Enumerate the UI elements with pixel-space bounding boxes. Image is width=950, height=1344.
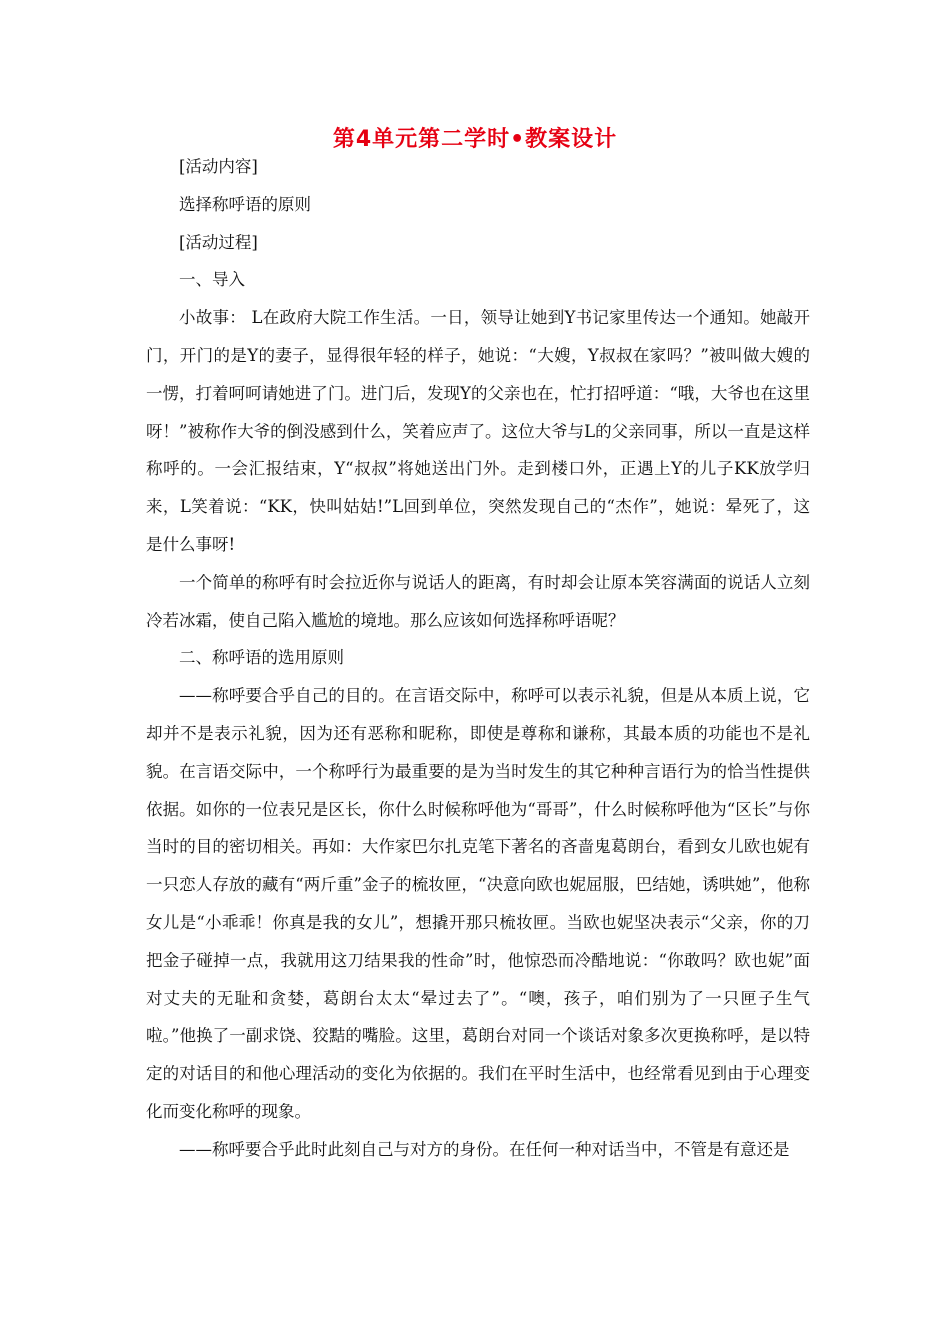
heading-introduction: 一、导入 [179,270,245,290]
story-paragraph: 小故事： L在政府大院工作生活。一日，领导让她到Y书记家里传达一个通知。她敲开门，开门的是Y的妻子，显得很年轻的样子，她说：“大嫂，Y叔叔在家吗？”被叫做大嫂的一愣，打着呵呵请她进了门。进门后，发现Y的父亲也在，忙打招呼道：“哦，大爷也在这里呀！”被称作大爷的倒没感到什么，笑着应声了。这位大爷与L的父亲同事，所以一直是这样称呼的。一会汇报结束，Y“叔叔”将她送出门外。走到楼口外，正遇上Y的儿子KK放学归来，L笑着说：“KK，快叫姑姑!”L回到单位，突然发现自己的“杰作”，她说：晕死了，这是什么事呀! [146,308,810,554]
principle-identity-paragraph: ——称呼要合乎此时此刻自己与对方的身份。在任何一种对话当中，不管是有意还是 [179,1139,790,1159]
question-paragraph: 一个简单的称呼有时会拉近你与说话人的距离，有时却会让原本笑容满面的说话人立刻冷若冰霜，使自己陷入尴尬的境地。那么应该如何选择称呼语呢？ [146,572,810,630]
principle-purpose-paragraph: ——称呼要合乎自己的目的。在言语交际中，称呼可以表示礼貌，但是从本质上说，它却并不是表示礼貌，因为还有恶称和昵称，即使是尊称和谦称，其最本质的功能也不是礼貌。在言语交际中，一个称呼行为最重要的是为当时发生的其它种种言语行为的恰当性提供依据。如你的一位表兄是区长，你什么时候称呼他为“哥哥”，什么时候称呼他为“区长”与你当时的目的密切相关。再如：大作家巴尔扎克笔下著名的吝啬鬼葛朗台，看到女儿欧也妮有一只恋人存放的藏有“两斤重”金子的梳妆匣，“决意向欧也妮屈服，巴结她，诱哄她”，他称女儿是“小乖乖！你真是我的女儿”，想撬开那只梳妆匣。当欧也妮坚决表示“父亲，你的刀把金子碰掉一点，我就用这刀结果我的性命”时，他惊恐而冷酷地说：“你敢吗？欧也妮”面对丈夫的无耻和贪婪，葛朗台太太“晕过去了”。“噢，孩子，咱们别为了一只匣子生气啦。”他换了一副求饶、狡黠的嘴脸。这里，葛朗台对同一个谈话对象多次更换称呼，是以特定的对话目的和他心理活动的变化为依据的。我们在平时生活中，也经常看见到由于心理变化而变化称呼的现象。 [146,686,810,1121]
document-body [146,148,810,1169]
document-title: 第4单元第二学时•教案设计 [332,127,618,152]
section-label-content: [活动内容] [179,157,258,176]
content-topic: 选择称呼语的原则 [179,194,311,214]
section-label-process: [活动过程] [179,232,258,252]
heading-principles: 二、称呼语的选用原则 [179,648,344,668]
